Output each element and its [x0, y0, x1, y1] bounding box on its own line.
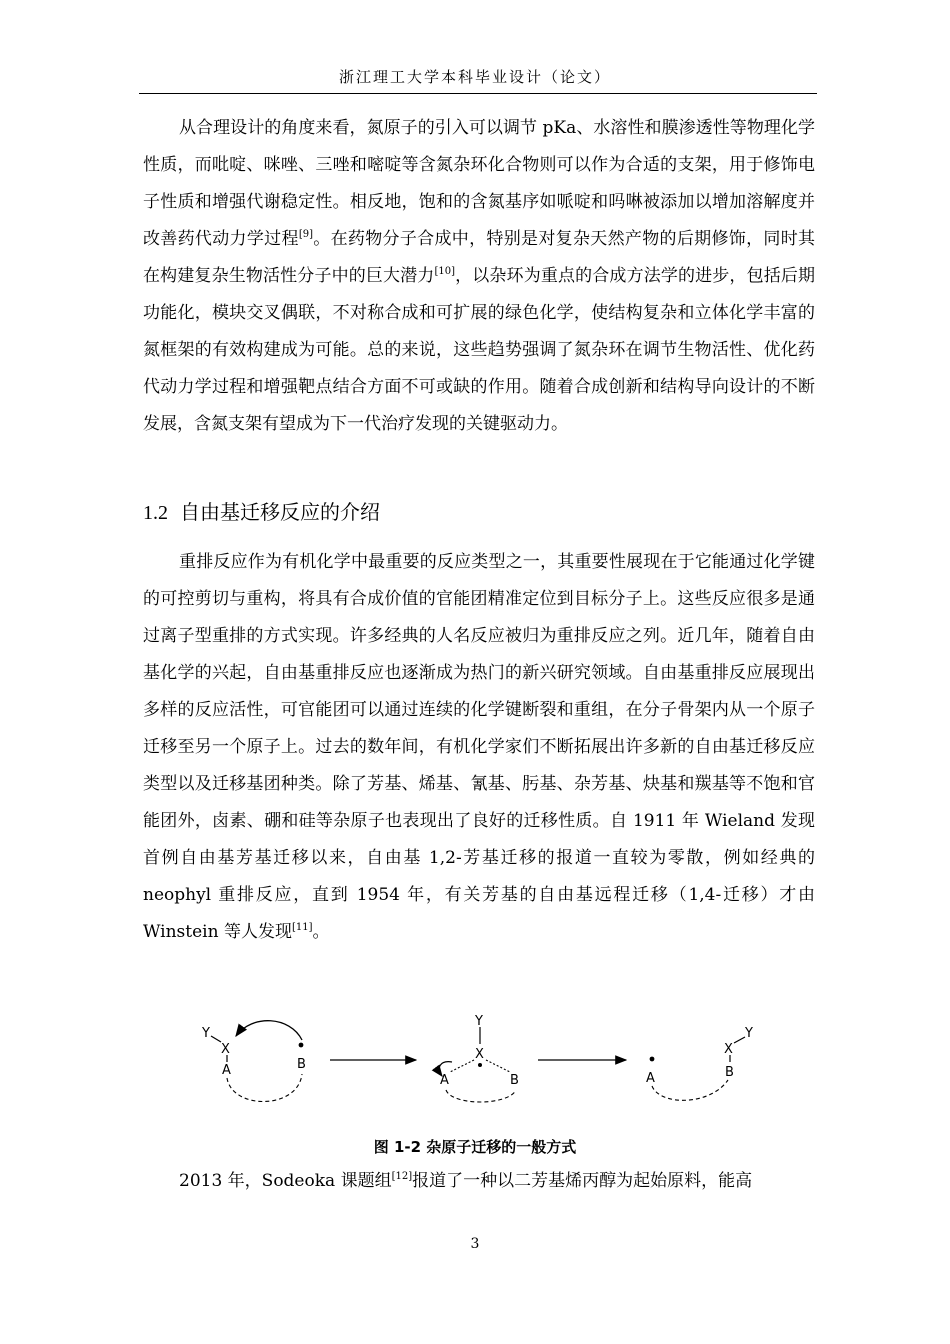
paragraph-heterocycle-design [143, 110, 815, 443]
dashed-tether-3 [652, 1080, 728, 1100]
paragraph-2-text-a: 重排反应作为有机化学中最重要的反应类型之一，其重要性展现在于它能通过化学键的可控剪切与重构，将具有合成价值的官能团精准定位到目标分子上。这些反应很多是通过离子型重排的方式实现。许多经典的人名反应被归为重排反应之列。近几年，随着自由基化学的兴起，自由基重排反应也逐渐成为热门的新兴研究领域。自由基重排反应展现出多样的反应活性，可官能团可以通过连续的化学键断裂和重组，在分子骨架内从一个原子迁移至另一个原子上。过去的数年间，有机化学家们不断拓展出许多新的自由基迁移反应类型以及迁移基团种类。除了芳基、烯基、氰基、肟基、杂芳基、炔基和羰基等不饱和官能团外，卤素、硼和硅等杂原子也表现出了良好的迁移性质。自 1911 年 Wieland 发现首例自由基芳基迁移以来，自由基 1,2-芳基迁移的报道一直较为零散，例如经典的 neophyl 重排反应，直到 1954 年，有关芳基的自由基远程迁移（1,4-迁移）才由 Winstein 等人发现 [143, 552, 815, 942]
paragraph-1-text-c: ，以杂环为重点的合成方法学的进步，包括后期功能化，模块交叉偶联，不对称合成和可扩展的绿色化学，使结构复杂和立体化学丰富的氮框架的有效构建成为可能。总的来说，这些趋势强调了氮杂环在调节生物活性、优化药代动力学过程和增强靶点结合方面不可或缺的作用。随着合成创新和结构导向设计的不断发展，含氮支架有望成为下一代治疗发现的关键驱动力。 [143, 266, 816, 434]
section-title: 自由基迁移反应的介绍 [180, 500, 380, 524]
label-x-2: X [475, 1047, 484, 1062]
section-heading [143, 496, 380, 525]
citation-10: [10] [434, 266, 455, 277]
radical-dot-3 [650, 1057, 655, 1062]
paragraph-3-text-b: 报道了一种以二芳基烯丙醇为起始原料，能高 [412, 1171, 753, 1191]
citation-12: [12] [391, 1171, 413, 1182]
label-a-2: A [440, 1073, 449, 1088]
scheme-drawing [190, 1010, 770, 1110]
paragraph-radical-migration [143, 544, 815, 951]
label-b-3: B [725, 1065, 734, 1080]
scheme-stage-1 [201, 1021, 306, 1102]
page-number: 3 [470, 1236, 480, 1252]
dashed-tether-1 [227, 1074, 302, 1102]
heteroatom-migration-scheme [190, 1010, 770, 1110]
paragraph-3-text-a: 2013 年，Sodeoka 课题组 [179, 1171, 392, 1191]
label-y-2: Y [475, 1014, 483, 1029]
page-header: 浙江理工大学本科毕业设计（论文） [338, 68, 611, 86]
dashed-tether-2 [446, 1090, 516, 1102]
paragraph-1-text-b: 。在药物分子合成中，特别是对复杂天然产物的后期修饰，同时其在构建复杂生物活性分子中的巨大潜力 [143, 229, 816, 286]
citation-9: [9] [298, 229, 313, 240]
bond-x-y-3 [734, 1037, 745, 1043]
paragraph-2-text-b: 。 [312, 922, 330, 942]
bond-y-x-1 [211, 1036, 221, 1042]
partial-bond-x-a [450, 1060, 474, 1072]
paragraph-sodeoka [143, 1163, 815, 1200]
migration-arrow-1 [236, 1021, 302, 1040]
label-a-3: A [646, 1071, 655, 1086]
paragraph-1-text-a: 从合理设计的角度来看，氮原子的引入可以调节 pKa、水溶性和膜渗透性等物理化学性质，而吡啶、咪唑、三唑和嘧啶等含氮杂环化合物则可以作为合适的支架，用于修饰电子性质和增强代谢稳定性。相反地，饱和的含氮基序如哌啶和吗啉被添加以增加溶解度并改善药代动力学过程 [143, 118, 815, 249]
scheme-stage-3 [646, 1026, 753, 1100]
citation-11: [11] [291, 922, 313, 933]
label-y-3: Y [745, 1026, 753, 1041]
header-divider [139, 93, 817, 94]
figure-caption: 图 1-2 杂原子迁移的一般方式 [373, 1138, 577, 1156]
label-b-1: B [297, 1057, 306, 1072]
label-b-2: B [510, 1073, 519, 1088]
section-number: 1.2 [143, 502, 168, 524]
radical-dot-1 [299, 1043, 304, 1048]
scheme-stage-2 [439, 1014, 519, 1102]
partial-bond-x-b [486, 1060, 510, 1072]
label-a-1: A [222, 1063, 231, 1078]
label-y-1: Y [202, 1026, 210, 1041]
label-x-3: X [724, 1042, 733, 1057]
label-x-1: X [221, 1042, 230, 1057]
radical-dot-2 [478, 1063, 482, 1067]
